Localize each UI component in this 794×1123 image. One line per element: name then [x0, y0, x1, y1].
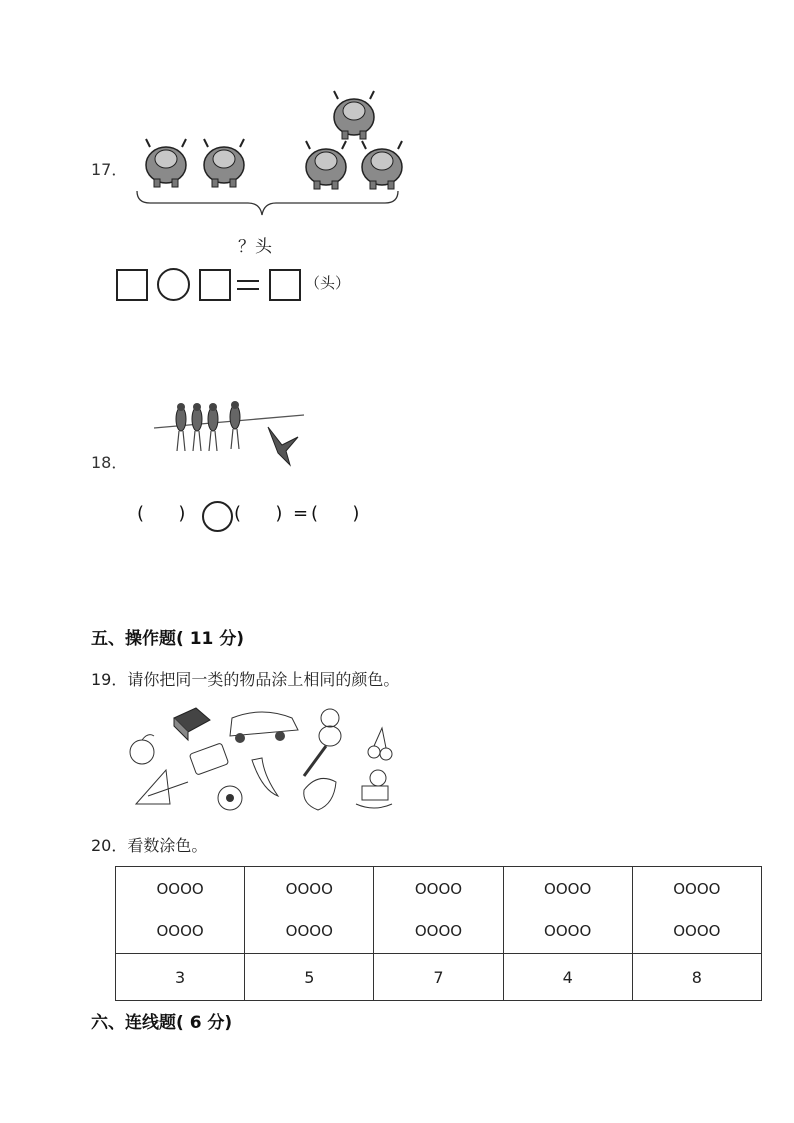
number-cell: 8 [632, 954, 761, 1001]
circles-row [116, 867, 762, 954]
swallow-icon [230, 401, 240, 449]
pencil-sharpener-icon[interactable] [189, 743, 228, 775]
answer-box-result[interactable] [269, 269, 301, 301]
question-18-number: 18． [91, 453, 128, 472]
cow-icon [306, 141, 346, 189]
question-19-text: 19．请你把同一类的物品涂上相同的颜色。 [91, 670, 400, 689]
color-by-number-table [115, 866, 762, 1001]
number-cell: 7 [374, 954, 503, 1001]
question-17-number: 17． [91, 160, 128, 179]
section-6-title: 六、连线题( 6 分) [91, 1013, 233, 1033]
operator-circle[interactable] [157, 268, 190, 301]
banana-icon[interactable] [252, 758, 278, 796]
flying-swallow-icon [268, 427, 298, 465]
answer-blank-result[interactable]: ( ) [311, 503, 360, 524]
equals-sign [236, 277, 260, 293]
cow-icon [362, 141, 402, 189]
operator-circle-18[interactable] [202, 501, 233, 532]
pencil-icon[interactable] [304, 746, 326, 776]
football-icon[interactable] [218, 786, 242, 810]
circle-cell[interactable]: OOOO OOOO [632, 867, 761, 954]
answer-box-2[interactable] [199, 269, 231, 301]
book-icon[interactable] [174, 708, 210, 740]
teddy-bear-icon[interactable] [319, 709, 341, 746]
peach-icon[interactable] [130, 735, 154, 764]
equals-sign-18: = [293, 503, 309, 524]
unit-label: （头） [305, 274, 351, 292]
numbers-row [116, 954, 762, 1001]
toy-car-icon[interactable] [230, 712, 298, 743]
section-5-title: 五、操作题( 11 分) [91, 629, 245, 649]
cow-icon [204, 139, 244, 187]
cow-icon [334, 91, 374, 139]
number-cell: 4 [503, 954, 632, 1001]
brace-label: ？头 [238, 237, 272, 257]
cow-icon [146, 139, 186, 187]
swallow-icon [192, 403, 202, 451]
question-20-text: 20．看数涂色。 [91, 836, 208, 855]
circle-cell[interactable]: OOOO OOOO [503, 867, 632, 954]
number-cell: 5 [245, 954, 374, 1001]
number-cell: 3 [116, 954, 245, 1001]
objects-illustration [122, 700, 417, 818]
curly-brace [137, 191, 398, 215]
answer-box-1[interactable] [116, 269, 148, 301]
circle-cell[interactable]: OOOO OOOO [116, 867, 245, 954]
strawberry-icon[interactable] [304, 778, 336, 810]
swallows-illustration [150, 395, 310, 475]
circle-cell[interactable]: OOOO OOOO [245, 867, 374, 954]
swallow-icon [208, 403, 218, 451]
rocking-horse-icon[interactable] [356, 770, 392, 808]
swallow-icon [176, 403, 186, 451]
answer-blank-1[interactable]: ( ) [137, 503, 186, 524]
circle-cell[interactable]: OOOO OOOO [374, 867, 503, 954]
answer-blank-2[interactable]: ( ) [234, 503, 283, 524]
cherry-icon[interactable] [368, 728, 392, 760]
triangle-ruler-icon[interactable] [136, 770, 188, 804]
cows-illustration [130, 85, 420, 225]
